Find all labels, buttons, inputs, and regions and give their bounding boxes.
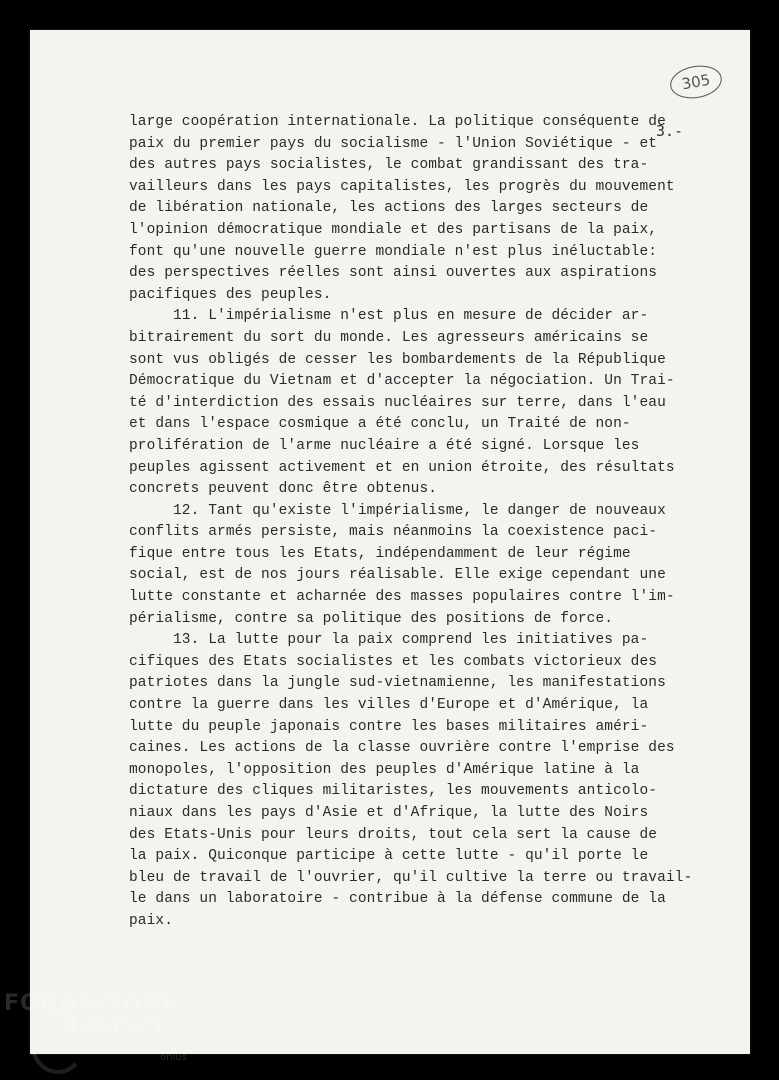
text-line: lutte du peuple japonais contre les bases militaires améri- [129,718,649,735]
text-line: l'opinion démocratique mondiale et des partisans de la paix, [129,221,658,238]
watermark-line1: FONDAZIONE [4,991,178,1016]
text-line: paix. [129,912,174,929]
text-line: périalisme, contre sa politique des positions de force. [129,610,614,627]
text-line: concrets peuvent donc être obtenus. [129,481,438,498]
text-line: peuples agissent activement et en union étroite, des résultats [129,459,675,476]
text-line: caines. Les actions de la classe ouvrière contre l'emprise des [129,740,675,757]
watermark-line2: RAMSCI [62,1015,165,1040]
text-line: té d'interdiction des essais nucléaires sur terre, dans l'eau [129,394,666,411]
text-line: 12. Tant qu'existe l'impérialisme, le danger de nouveaux [173,502,666,519]
text-line: et dans l'espace cosmique a été conclu, un Traité de non- [129,416,631,433]
text-line: lutte constante et acharnée des masses populaires contre l'im- [129,589,675,606]
archive-stamp [668,62,725,103]
text-line: 11. L'impérialisme n'est plus en mesure de décider ar- [173,308,649,325]
text-line: de libération nationale, les actions des larges secteurs de [129,200,649,217]
text-line: patriotes dans la jungle sud-vietnamienne, les manifestations [129,675,666,692]
text-line: conflits armés persiste, mais néanmoins la coexistence paci- [129,524,658,541]
text-line: des Etats-Unis pour leurs droits, tout cela sert la cause de [129,826,658,843]
text-line: prolifération de l'arme nucléaire a été signé. Lorsque les [129,437,640,454]
text-line: la paix. Quiconque participe à cette lutte - qu'il porte le [129,848,649,865]
text-line: pacifiques des peuples. [129,286,332,303]
text-line: paix du premier pays du socialisme - l'Union Soviétique - et [129,135,658,152]
text-line: cifiques des Etats socialistes et les combats victorieux des [129,653,658,670]
archive-stamp-number: 305 [680,70,712,94]
watermark-small: onlus [160,1052,187,1063]
text-line: monopoles, l'opposition des peuples d'Amérique latine à la [129,761,640,778]
watermark-g-icon [30,1010,86,1074]
text-line: Démocratique du Vietnam et d'accepter la négociation. Un Trai- [129,373,675,390]
text-line: 13. La lutte pour la paix comprend les initiatives pa- [173,632,649,649]
text-line: large coopération internationale. La politique conséquente de [129,114,666,130]
text-line: niaux dans les pays d'Asie et d'Afrique, la lutte des Noirs [129,805,649,821]
text-line: dictature des cliques militaristes, les mouvements anticolo- [129,783,658,800]
text-line: sont vus obligés de cesser les bombardements de la République [129,351,666,368]
text-line: contre la guerre dans les villes d'Europe et d'Amérique, la [129,697,649,714]
document-body [129,112,719,933]
text-line: le dans un laboratoire - contribue à la défense commune de la [129,891,666,908]
text-line: bleu de travail de l'ouvrier, qu'il cultive la terre ou travail- [129,869,693,886]
text-line: des autres pays socialistes, le combat grandissant des tra- [129,157,649,174]
text-line: fique entre tous les Etats, indépendamment de leur régime [129,545,631,562]
text-line: social, est de nos jours réalisable. Elle exige cependant une [129,567,666,584]
text-line: bitrairement du sort du monde. Les agresseurs américains se [129,329,649,346]
text-line: vailleurs dans les pays capitalistes, les progrès du mouvement [129,178,675,195]
text-line: font qu'une nouvelle guerre mondiale n'est plus inéluctable: [129,243,658,260]
page-number: 3.- [656,122,684,140]
text-line: des perspectives réelles sont ainsi ouvertes aux aspirations [129,265,658,282]
